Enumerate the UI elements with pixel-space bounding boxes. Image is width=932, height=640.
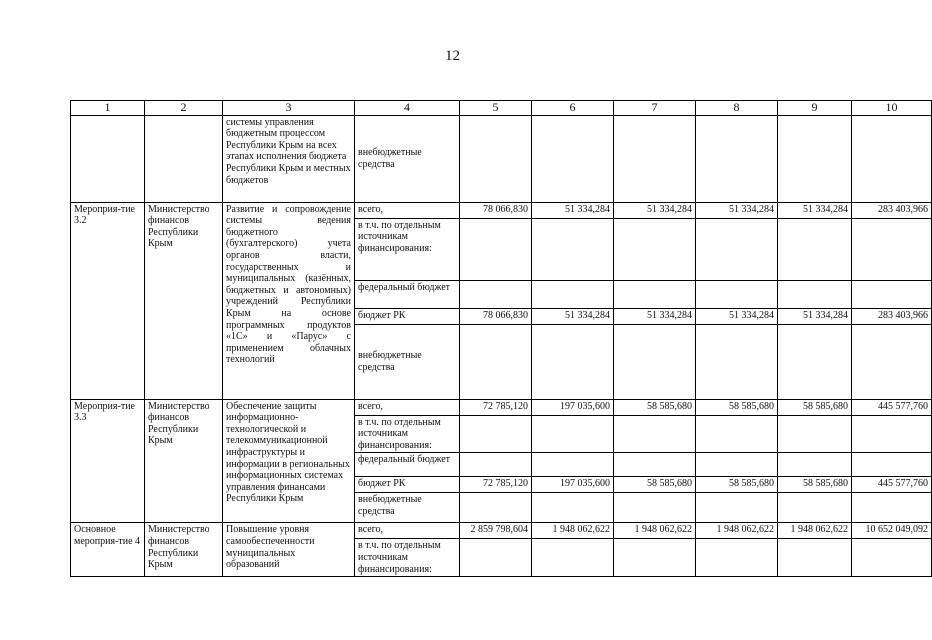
table-cell: 58 585,680 [614, 477, 696, 493]
funding-source: всего, [355, 523, 460, 539]
table-cell: 51 334,284 [778, 202, 852, 218]
column-header: 5 [460, 101, 532, 116]
column-header: 10 [852, 101, 932, 116]
table-cell: 1 948 062,622 [532, 523, 614, 539]
table-cell: 51 334,284 [532, 308, 614, 324]
funding-source: внебюджетные средства [355, 324, 460, 399]
table-cell: 51 334,284 [614, 308, 696, 324]
measure-code: Мероприя-тие 3.3 [71, 399, 145, 523]
table-cell: 10 652 049,092 [852, 523, 932, 539]
table-row [71, 399, 932, 415]
measure-ministry: Министерство финансов Республики Крым [145, 399, 223, 523]
table-cell: 58 585,680 [696, 399, 778, 415]
funding-source: внебюджетные средства [355, 493, 460, 523]
table-cell: 58 585,680 [778, 477, 852, 493]
column-header: 4 [355, 101, 460, 116]
measure-description: Обеспечение защиты информационно-технологической и телекоммуникационной инфраструктуры и информации в региональных информационных системах управления финансами Республики Крым [223, 399, 355, 523]
table-row [71, 115, 932, 202]
table-cell: 58 585,680 [696, 477, 778, 493]
table-row [71, 202, 932, 218]
measure-code: Мероприя-тие 3.2 [71, 202, 145, 399]
funding-source: в т.ч. по отдельным источникам финансирования: [355, 218, 460, 280]
table-cell: 51 334,284 [696, 308, 778, 324]
page-number: 12 [445, 48, 460, 64]
measure-ministry: Министерство финансов Республики Крым [145, 523, 223, 577]
table-cell: 72 785,120 [460, 477, 532, 493]
column-header: 3 [223, 101, 355, 116]
table-cell: 58 585,680 [614, 399, 696, 415]
table-cell: 51 334,284 [614, 202, 696, 218]
table-row [71, 523, 932, 539]
funding-source: внебюджетные средства [355, 115, 460, 202]
funding-source: в т.ч. по отдельным источникам финансирования: [355, 539, 460, 577]
table-cell: 2 859 798,604 [460, 523, 532, 539]
funding-source: бюджет РК [355, 308, 460, 324]
table-cell: 283 403,966 [852, 202, 932, 218]
measure-description: Развитие и сопровождение системы ведения бюджетного (бухгалтерского) учета органов власти, государственных и муниципальных (казённых, бюджетных и автономных) учреждений Республики Крым на основе программных продуктов «1С» и «Парус» с применением облачных технологий [223, 202, 355, 399]
table-cell: 51 334,284 [532, 202, 614, 218]
budget-table [70, 100, 932, 577]
funding-source: федеральный бюджет [355, 280, 460, 308]
funding-source: в т.ч. по отдельным источникам финансирования: [355, 415, 460, 453]
column-header: 7 [614, 101, 696, 116]
table-header-row [71, 101, 932, 116]
measure-ministry: Министерство финансов Республики Крым [145, 202, 223, 399]
measure-description: Повышение уровня самообеспеченности муниципальных образований [223, 523, 355, 577]
table-cell: 72 785,120 [460, 399, 532, 415]
table-cell: 51 334,284 [778, 308, 852, 324]
column-header: 1 [71, 101, 145, 116]
table-cell: 445 577,760 [852, 399, 932, 415]
table-cell: 197 035,600 [532, 477, 614, 493]
table-cell: 445 577,760 [852, 477, 932, 493]
table-cell: 1 948 062,622 [614, 523, 696, 539]
funding-source: бюджет РК [355, 477, 460, 493]
table-cell: 78 066,830 [460, 308, 532, 324]
column-header: 8 [696, 101, 778, 116]
funding-source: федеральный бюджет [355, 453, 460, 477]
funding-source: всего, [355, 202, 460, 218]
table-cell: 197 035,600 [532, 399, 614, 415]
column-header: 9 [778, 101, 852, 116]
table-cell: 58 585,680 [778, 399, 852, 415]
table-cell: 283 403,966 [852, 308, 932, 324]
table-cell: 1 948 062,622 [696, 523, 778, 539]
column-header: 2 [145, 101, 223, 116]
measure-description: системы управления бюджетным процессом Республики Крым на всех этапах исполнения бюджета Республики Крым и местных бюджетов [223, 115, 355, 202]
table-cell: 51 334,284 [696, 202, 778, 218]
measure-code: Основное мероприя-тие 4 [71, 523, 145, 577]
column-header: 6 [532, 101, 614, 116]
table-cell: 1 948 062,622 [778, 523, 852, 539]
table-cell: 78 066,830 [460, 202, 532, 218]
funding-source: всего, [355, 399, 460, 415]
